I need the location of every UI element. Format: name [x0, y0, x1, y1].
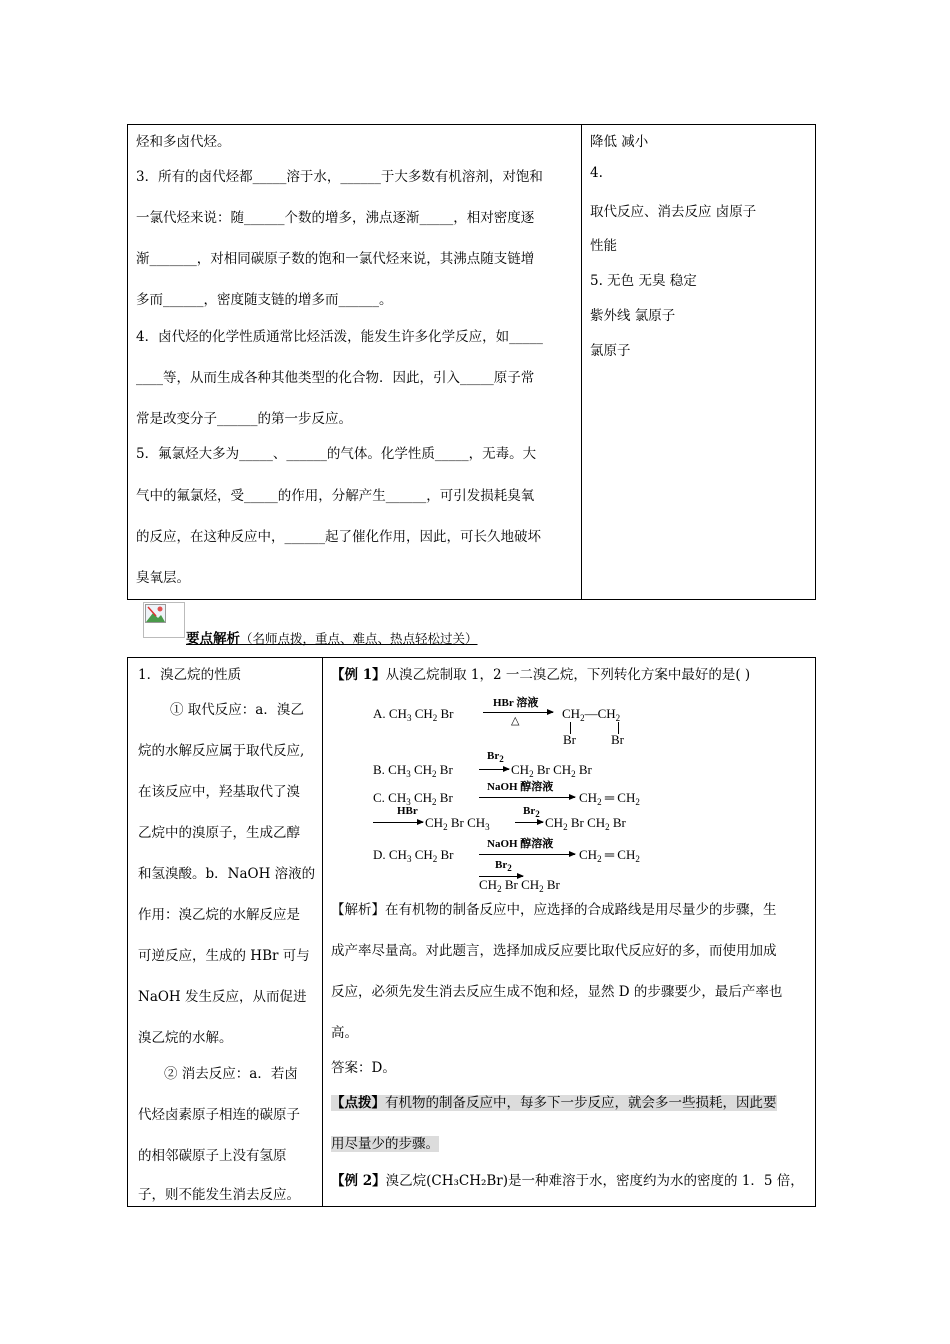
tip-text: 用尽量少的步骤。: [331, 1136, 439, 1152]
product-c2: $CH_2$ Br $CH_3$: [425, 815, 490, 832]
text-line: 的反应，在这种反应中，______起了催化作用，因此，可长久地破坏: [136, 529, 541, 545]
text-line: 烃和多卤代烃。: [136, 134, 231, 150]
answer-text: 答案：D。: [331, 1060, 396, 1076]
text-line: 溴乙烷的水解。: [138, 1030, 233, 1046]
text-line: 在该反应中，羟基取代了溴: [138, 784, 300, 800]
option-a: A. $CH_3$ $CH_2$ Br: [373, 706, 454, 723]
answer-line: 氯原子: [590, 343, 631, 359]
text-line: 多而______，密度随支链的增多而______。: [136, 292, 393, 308]
example-tag: 【例 1】: [331, 667, 386, 683]
text-line: ① 取代反应：a．溴乙: [170, 702, 304, 718]
example1-question: [331, 663, 750, 683]
text-line: 代烃卤素原子相连的碳原子: [138, 1107, 300, 1123]
product-c1: $CH_2$ ═ $CH_2$: [579, 790, 640, 807]
reaction-arrow: [479, 854, 575, 855]
tip-tag: 【点拨】: [331, 1095, 385, 1111]
example2-text: 溴乙烷(CH₃CH₂Br)是一种难溶于水，密度约为水的密度的 1．5 倍，: [385, 1173, 804, 1189]
section-title: 要点解析: [186, 631, 240, 647]
reagent-label: $Br_2$: [523, 805, 540, 819]
analysis-line: 【解析】在有机物的制备反应中，应选择的合成路线是用尽量少的步骤，生: [331, 902, 777, 918]
text-line: 可逆反应，生成的 HBr 可与: [138, 948, 310, 964]
text-line: 臭氧层。: [136, 570, 190, 586]
product-d2: $CH_2$ Br $CH_2$ Br: [479, 877, 560, 894]
reaction-arrow: [479, 797, 575, 798]
reaction-arrow: [515, 822, 543, 823]
product-a-br2: Br: [611, 732, 624, 747]
option-c: C. $CH_3$ $CH_2$ Br: [373, 790, 453, 807]
product-a: $CH_2—CH_2$: [562, 706, 621, 723]
tip-line: [331, 1132, 439, 1152]
reagent-label: $Br_2$: [487, 750, 504, 764]
text-line: 5．氟氯烃大多为_____、______的气体。化学性质_____，无毒。大: [136, 446, 537, 462]
product-d1: $CH_2$ ═ $CH_2$: [579, 847, 640, 864]
reaction-arrow: [373, 822, 423, 823]
analysis-line: 反应，必须先发生消去反应生成不饱和烃，显然 D 的步骤要少，最后产率也: [331, 984, 783, 1000]
product-b: $CH_2$ Br $CH_2$ Br: [511, 762, 592, 779]
question-text: 从溴乙烷制取 1，2 一二溴乙烷，下列转化方案中最好的是( ): [385, 667, 751, 683]
bottom-table: [127, 657, 816, 1207]
top-right-cell: [582, 125, 815, 599]
text-line: 子，则不能发生消去反应。: [138, 1187, 300, 1203]
reaction-arrow: [479, 769, 509, 770]
section-subtitle: （名师点拨，重点、难点、热点轻松过关）: [240, 631, 478, 646]
tip-line: [331, 1091, 777, 1111]
text-line: 渐_______，对相同碳原子数的饱和一氯代烃来说，其沸点随支链增: [136, 251, 535, 267]
text-line: 作用：溴乙烷的水解反应是: [138, 907, 300, 923]
tip-text: 有机物的制备反应中，每多下一步反应，就会多一些损耗，因此要: [385, 1095, 777, 1111]
reaction-options: [373, 694, 693, 894]
text-line: NaOH 发生反应，从而促进: [138, 989, 307, 1005]
heat-condition: △: [511, 715, 520, 727]
text-line: ② 消去反应：a．若卤: [164, 1066, 298, 1082]
text-line: 4．卤代烃的化学性质通常比烃活泼，能发生许多化学反应，如_____: [136, 329, 543, 345]
product-c3: $CH_2$ Br $CH_2$ Br: [545, 815, 626, 832]
reagent-label: NaOH 醇溶液: [487, 781, 554, 793]
answer-line: 紫外线 氯原子: [590, 308, 676, 324]
bottom-left-cell: [128, 658, 322, 1206]
text-line: 乙烷中的溴原子，生成乙醇: [138, 825, 300, 841]
example-tag: 【例 2】: [331, 1173, 386, 1189]
reagent-label: $Br_2$: [495, 859, 512, 873]
top-table: [127, 124, 816, 600]
reagent-label: HBr 溶液: [493, 697, 539, 709]
text-line: 常是改变分子______的第一步反应。: [136, 411, 352, 427]
bottom-right-cell: [323, 658, 815, 1206]
text-line: ____等，从而生成各种其他类型的化合物．因此，引入_____原子常: [136, 370, 535, 386]
reagent-label: HBr: [397, 805, 418, 817]
answer-line: 4.: [590, 165, 603, 181]
example2-line: [331, 1169, 804, 1189]
text-line: 一氯代烃来说：随______个数的增多，沸点逐渐_____，相对密度逐: [136, 210, 535, 226]
text-line: 气中的氟氯烃，受_____的作用，分解产生______，可引发损耗臭氧: [136, 488, 535, 504]
text-line: 和氢溴酸。b．NaOH 溶液的: [138, 866, 316, 882]
analysis-line: 高。: [331, 1025, 358, 1041]
reaction-arrow: [483, 712, 553, 713]
reagent-label: NaOH 醇溶液: [487, 838, 554, 850]
answer-line: 性能: [590, 238, 617, 254]
top-left-cell: [128, 125, 581, 599]
text-line: 烷的水解反应属于取代反应,: [138, 743, 305, 759]
text-line: 1．溴乙烷的性质: [138, 667, 242, 683]
section-heading: [186, 627, 478, 647]
answer-line: 降低 减小: [590, 134, 649, 150]
text-line: 的相邻碳原子上没有氢原: [138, 1148, 287, 1164]
answer-line: 取代反应、消去反应 卤原子: [590, 204, 757, 220]
product-a-br1: Br: [563, 732, 576, 747]
option-b: B. $CH_3$ $CH_2$ Br: [373, 762, 453, 779]
text-line: 3．所有的卤代烃都_____溶于水，______于大多数有机溶剂，对饱和: [136, 169, 543, 185]
analysis-line: 成产率尽量高。对此题言，选择加成反应要比取代反应好的多，而使用加成: [331, 943, 777, 959]
option-d: D. $CH_3$ $CH_2$ Br: [373, 847, 454, 864]
answer-line: 5. 无色 无臭 稳定: [590, 273, 697, 289]
broken-image-icon: [143, 602, 185, 638]
